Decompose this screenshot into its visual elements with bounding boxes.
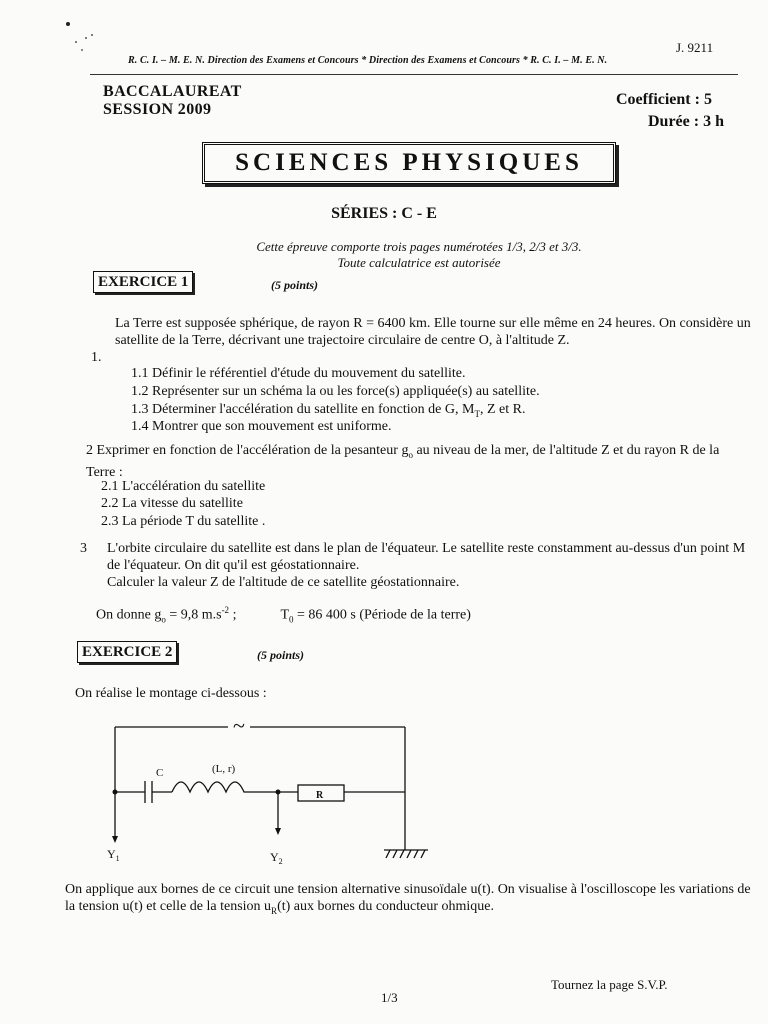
page-number: 1/3: [381, 990, 398, 1005]
institution-header: R. C. I. – M. E. N. Direction des Examens et Concours * Direction des Examens et Concours * R. C. I. – M. E. N.: [128, 55, 608, 66]
subject-title: SCIENCES PHYSIQUES: [202, 142, 616, 184]
question1-2: 1.2 Représenter sur un schéma la ou les force(s) appliquée(s) au satellite.: [131, 384, 540, 399]
circuit-capacitor-label: C: [156, 767, 164, 779]
exam-session: SESSION 2009: [103, 101, 212, 118]
probe-y2-label: $Y_2$: [270, 850, 283, 866]
probe-y1-label: $Y_1$: [107, 847, 120, 863]
question3-calc: Calculer la valeur Z de l'altitude de ce satellite géostationnaire.: [107, 575, 460, 590]
exercise1-intro: La Terre est supposée sphérique, de rayon R = 6400 km. Elle tourne sur elle même en 24 heures. On considère un satellite de la Terre, décrivant une trajectoire circulaire de centre O, à l'altitude Z.: [115, 316, 751, 348]
exam-info: [103, 83, 242, 119]
exam-notes: [0, 239, 768, 271]
scan-mark: [66, 22, 106, 62]
question1-4: 1.4 Montrer que son mouvement est uniforme.: [131, 419, 392, 434]
question1-1: 1.1 Définir le référentiel d'étude du mouvement du satellite.: [131, 366, 466, 381]
circuit-coil-label: (L, r): [212, 763, 236, 775]
exam-duration: Durée : 3 h: [648, 113, 724, 130]
question2-1: 2.1 L'accélération du satellite: [101, 479, 266, 494]
question2-3: 2.3 La période T du satellite .: [101, 514, 266, 529]
header-rule: [90, 74, 738, 75]
series-title: SÉRIES : C - E: [331, 205, 437, 222]
exercise2-title: EXERCICE 2: [77, 641, 177, 663]
montage-text: On réalise le montage ci-dessous :: [75, 686, 267, 701]
question2-2: 2.2 La vitesse du satellite: [101, 496, 243, 511]
exam-name: BACCALAUREAT: [103, 83, 242, 100]
given-values: On donne $g_o = 9,8$ $m.s^{-2}$ ; $T_0 = 86$ 400 s (Période de la terre): [96, 605, 471, 625]
exercise2-points: (5 points): [257, 648, 305, 662]
question3-number: 3: [80, 541, 87, 556]
question2: 2 Exprimer en fonction de l'accélération de la pesanteur $g_o$ au niveau de la mer, de l'altitude Z et du rayon R de la Terre :: [86, 443, 720, 480]
note-calculator: Toute calculatrice est autorisée: [337, 255, 501, 270]
note-pages: Cette épreuve comporte trois pages numérotées 1/3, 2/3 et 3/3.: [256, 239, 582, 254]
circuit-resistor-label: R: [316, 790, 324, 801]
question1-3: 1.3 Déterminer l'accélération du satellite en fonction de G, $M_T$, Z et R.: [131, 402, 526, 419]
question3: [107, 540, 757, 591]
question3-text: L'orbite circulaire du satellite est dans le plan de l'équateur. Le satellite reste constamment au-dessus d'un point M de l'équateur. On dit qu'il est géostationnaire.: [107, 541, 746, 573]
circuit-diagram: [100, 710, 440, 870]
question1-number: 1.: [91, 350, 102, 365]
exam-coefficient: Coefficient : 5: [616, 91, 712, 108]
turn-page-note: Tournez la page S.V.P.: [551, 977, 668, 992]
document-ref: J. 9211: [676, 40, 714, 55]
exercise1-points: (5 points): [271, 278, 319, 292]
circuit-source-symbol: ~: [233, 713, 245, 738]
exercise2-text: On applique aux bornes de ce circuit une tension alternative sinusoïdale u(t). On visualise à l'oscilloscope les variations de la tension u(t) et celle de la tension $u_R(t)$ aux bornes du conducteur ohmique.: [65, 882, 751, 916]
exercise1-title: EXERCICE 1: [93, 271, 193, 293]
